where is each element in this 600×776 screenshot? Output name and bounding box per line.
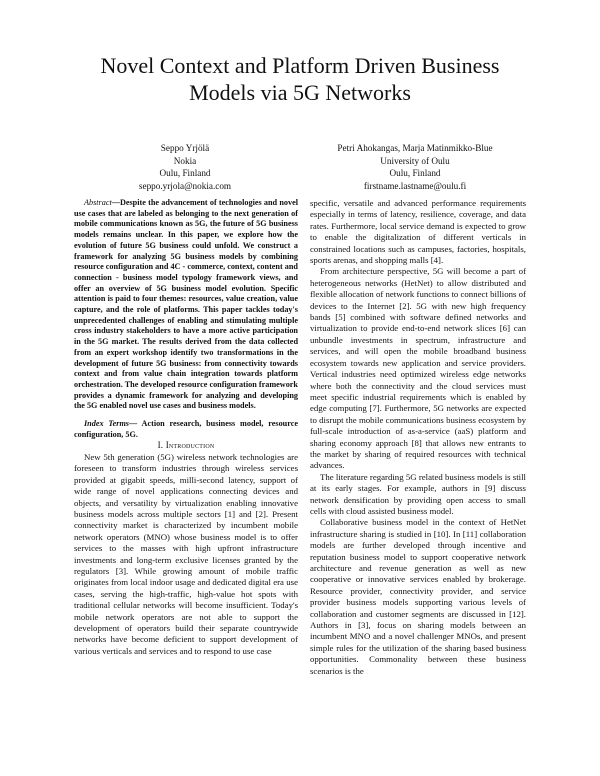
author-affiliation: Nokia [173, 155, 197, 166]
author-email: firstname.lastname@oulu.fi [363, 180, 467, 191]
author-location: Oulu, Finland [389, 168, 441, 178]
author-name: Seppo Yrjölä [160, 143, 210, 153]
author-affiliation: University of Oulu [380, 155, 450, 166]
paragraph: Collaborative business model in the context of HetNet infrastructure sharing is studied in [10]. In [11] collaboration models are further developed through incentive and reputation business model to support cooperative network architecture and revenue generation as well as new cooperative or innovative services enabled by brokerage. Resource provider, connectivity provider, and service provider business models supporting various levels of collaboration and customer segments are discussed in [12]. Authors in [3], focus on sharing models between an incumbent MNO and a novel challenger MNOs, and present simple rules for the utilization of the sharing based business opportunities. Commonality between these business scenarios is the [310, 517, 526, 676]
author-block-1 [75, 142, 295, 192]
abstract-label: Abstract [84, 198, 112, 207]
section-heading-introduction [74, 440, 298, 451]
title-line-1: Novel Context and Platform Driven Business [100, 53, 500, 78]
abstract [74, 198, 298, 412]
paragraph: specific, versatile and advanced performance requirements especially in terms of latency, resilience, coverage, and data rates. Furthermore, local service demand is expected to grow to enable the digitalization of different verticals in constrained locations such as campuses, factories, hospitals, sports arenas, and shopping malls [4]. [310, 198, 526, 266]
paragraph: New 5th generation (5G) wireless network technologies are foreseen to transform industries through wireless services provided at gigabit speeds, milli-second latency, support of wide range of novel applications connecting devices and objects, and versatility by virtualization enabling innovative business models across multiple sectors [1] and [2]. Present connectivity market is characterized by incumbent mobile network operators (MNO) whose business model is to offer services to the masses with high upfront infrastructure investments and long-term exclusive licenses granted by the regulators [3]. While growing amount of mobile traffic originates from local indoor usage and dedicated digital era use cases, serving the high-traffic, high-value hot spots with traditional cellular networks will become insufficient. Today's mobile network operators are not able to support the development of operators build their separate countrywide networks have become deficient to support development of various verticals and services and to respond to use case [74, 451, 298, 656]
paragraph: The literature regarding 5G related business models is still at its early stages. For example, authors in [9] discuss network densification by providing open access to small cells with cloud assisted business model. [310, 471, 526, 516]
author-name: Petri Ahokangas, Marja Matinmikko-Blue [337, 143, 493, 153]
section-title: Introduction [165, 440, 215, 451]
right-column [310, 198, 526, 677]
left-column [74, 198, 298, 657]
abstract-text: —Despite the advancement of technologies and novel use cases that are labeled as belonging to the next generation of mobile communications known as 5G, the future of 5G business models remains unclear. In this paper, we explore how the evolution of future 5G business could unfold. We construct a framework for analyzing 5G business models by combining resource configuration and 4C - commerce, context, content and connection - business model typology framework views, and offer an overview of 5G business model evolution. Specific attention is paid to four themes: resources, value creation, value capture, and the role of platforms. This paper tackles today's unprecedented challenges of enabling and stimulating multiple cross industry stakeholders to have a more active participation in the 5G market. The results derived from the data collected from an expert workshop identify two transformations in the development of future 5G business: from connectivity towards context and from value chain integration towards platform orchestration. The developed resource configuration framework provides a dynamic framework for analyzing and developing the 5G enabled novel use cases and business models. [74, 198, 298, 411]
author-email: seppo.yrjola@nokia.com [138, 180, 232, 191]
title-line-2: Models via 5G Networks [189, 80, 411, 105]
section-numeral: I. [157, 440, 166, 451]
index-terms-label: Index Terms [84, 419, 129, 429]
author-block-2 [305, 142, 525, 192]
index-terms-text: — Action research, business model, resource configuration, 5G. [74, 419, 298, 439]
paragraph: From architecture perspective, 5G will become a part of heterogeneous networks (HetNet) to allow distributed and flexible allocation of network functions to connect billions of devices to the Internet [2]. 5G with new high frequency bands [5] combined with software defined networks and virtualization to provide end-to-end network slices [6] can unbundle investments in spectrum, infrastructure and services, and will open the mobile broadband business ecosystem towards new application and service providers. Vertical industries need optimized wireless edge networks where both the connectivity and the cloud services must meet specific industrial requirements which is enabled by edge computing [7]. Furthermore, 5G networks are expected to disrupt the mobile communications business ecosystem by full-scale introduction of as-a-service (aaS) platform and sharing economy approach [8] that allows new entrants to the market by sharing of required resources with technical advances. [310, 266, 526, 471]
paper-title [40, 52, 560, 106]
index-terms [74, 419, 298, 440]
author-location: Oulu, Finland [159, 168, 211, 178]
